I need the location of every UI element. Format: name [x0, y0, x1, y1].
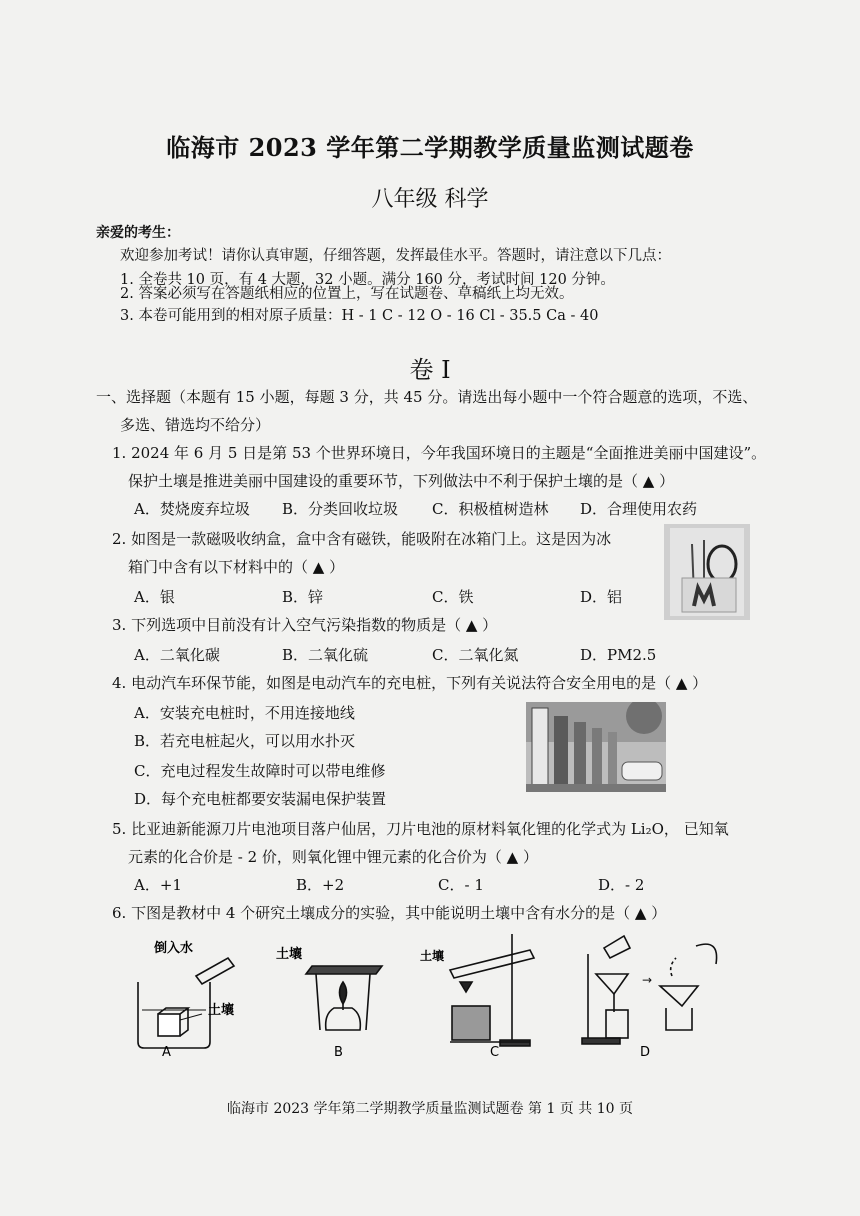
q6-stem: 6. 下图是教材中 4 个研究土壤成分的实验，其中能说明土壤中含有水分的是（ ▲ ） — [112, 904, 667, 922]
q5-stem: 5. 比亚迪新能源刀片电池项目落户仙居，刀片电池的原材料氧化锂的化学式为 Li₂O， 已知氧 — [112, 820, 729, 838]
soil-label-b: 土壤 — [276, 947, 303, 962]
intro-note-2: 2. 答案必须写在答题纸相应的位置上，写在试题卷、草稿纸上均无效。 — [120, 286, 574, 302]
q5-option-a[interactable]: A．+1 — [134, 876, 182, 894]
q4-option-d[interactable]: D．每个充电桩都要安装漏电保护装置 — [134, 790, 387, 808]
q1-option-b[interactable]: B．分类回收垃圾 — [282, 500, 399, 518]
q2-option-b[interactable]: B．锌 — [282, 588, 324, 606]
intro-note-3: 3. 本卷可能用到的相对原子质量：H - 1 C - 12 O - 16 Cl - 35.5 Ca - 40 — [120, 308, 599, 324]
q5-stem-cont: 元素的化合价是 - 2 价，则氧化锂中锂元素的化合价为（ ▲ ） — [128, 848, 538, 866]
q3-option-b[interactable]: B．二氧化硫 — [282, 646, 369, 664]
page-title: 临海市 2023 学年第二学期教学质量监测试题卷 — [166, 133, 694, 162]
experiment-d — [582, 936, 717, 1044]
q3-option-a[interactable]: A．二氧化碳 — [134, 646, 220, 664]
q5-option-c[interactable]: C．- 1 — [438, 876, 484, 894]
intro-greeting: 亲爱的考生： — [96, 225, 180, 241]
label-a: A — [162, 1045, 171, 1060]
q1-stem: 1. 2024 年 6 月 5 日是第 53 个世界环境日，今年我国环境日的主题是“全面推进美丽中国建设”。 — [112, 444, 767, 462]
q2-option-a[interactable]: A．银 — [134, 588, 175, 606]
q4-stem: 4. 电动汽车环保节能，如图是电动汽车的充电桩，下列有关说法符合安全用电的是（ ▲ ） — [112, 674, 708, 692]
q2-option-d[interactable]: D．铝 — [580, 588, 623, 606]
section1-heading-cont: 多选、错选均不给分） — [120, 416, 271, 434]
q1-option-a[interactable]: A．焚烧废弃垃圾 — [134, 500, 250, 518]
q4-option-a[interactable]: A．安装充电桩时，不用连接地线 — [134, 704, 355, 722]
soil-label-a: 土壤 — [208, 1003, 235, 1018]
label-c: C — [490, 1045, 500, 1060]
page-footer: 临海市 2023 学年第二学期教学质量监测试题卷 第 1 页 共 10 页 — [227, 1101, 633, 1117]
soil-label-c: 土壤 — [420, 949, 445, 963]
section1-heading: 一、选择题（本题有 15 小题，每题 3 分，共 45 分。请选出每小题中一个符合题意的选项，不选、 — [96, 388, 758, 406]
magnetic-box-photo — [664, 524, 750, 620]
label-b: B — [334, 1045, 343, 1060]
q5-option-b[interactable]: B．+2 — [296, 876, 345, 894]
q5-option-d[interactable]: D．- 2 — [598, 876, 645, 894]
intro-welcome: 欢迎参加考试！请你认真审题，仔细答题，发挥最佳水平。答题时，请注意以下几点： — [120, 248, 671, 264]
svg-text:→: → — [642, 973, 653, 987]
charging-station-photo — [526, 702, 666, 792]
q3-option-d[interactable]: D．PM2.5 — [580, 646, 657, 664]
q3-option-c[interactable]: C．二氧化氮 — [432, 646, 519, 664]
experiment-b — [306, 966, 382, 1030]
experiment-c — [450, 934, 534, 1046]
q3-stem: 3. 下列选项中目前没有计入空气污染指数的物质是（ ▲ ） — [112, 616, 498, 634]
volume-label: 卷 I — [409, 356, 451, 384]
q2-option-c[interactable]: C．铁 — [432, 588, 474, 606]
intro-note-1: 1. 全卷共 10 页，有 4 大题，32 小题。满分 160 分，考试时间 120 分钟。 — [120, 272, 615, 288]
label-d: D — [640, 1045, 651, 1060]
q4-option-b[interactable]: B．若充电桩起火，可以用水扑灭 — [134, 732, 356, 750]
soil-experiments-figure — [120, 930, 740, 1060]
pour-water-label: 倒入水 — [154, 941, 194, 956]
q1-option-c[interactable]: C．积极植树造林 — [432, 500, 549, 518]
q1-stem-cont: 保护土壤是推进美丽中国建设的重要环节，下列做法中不利于保护土壤的是（ ▲ ） — [128, 472, 675, 490]
q4-option-c[interactable]: C．充电过程发生故障时可以带电维修 — [134, 762, 386, 780]
q2-stem-cont: 箱门中含有以下材料中的（ ▲ ） — [128, 558, 345, 576]
q1-option-d[interactable]: D．合理使用农药 — [580, 500, 698, 518]
page-subtitle: 八年级 科学 — [371, 187, 489, 212]
q2-stem: 2. 如图是一款磁吸收纳盒，盒中含有磁铁，能吸附在冰箱门上。这是因为冰 — [112, 530, 612, 548]
